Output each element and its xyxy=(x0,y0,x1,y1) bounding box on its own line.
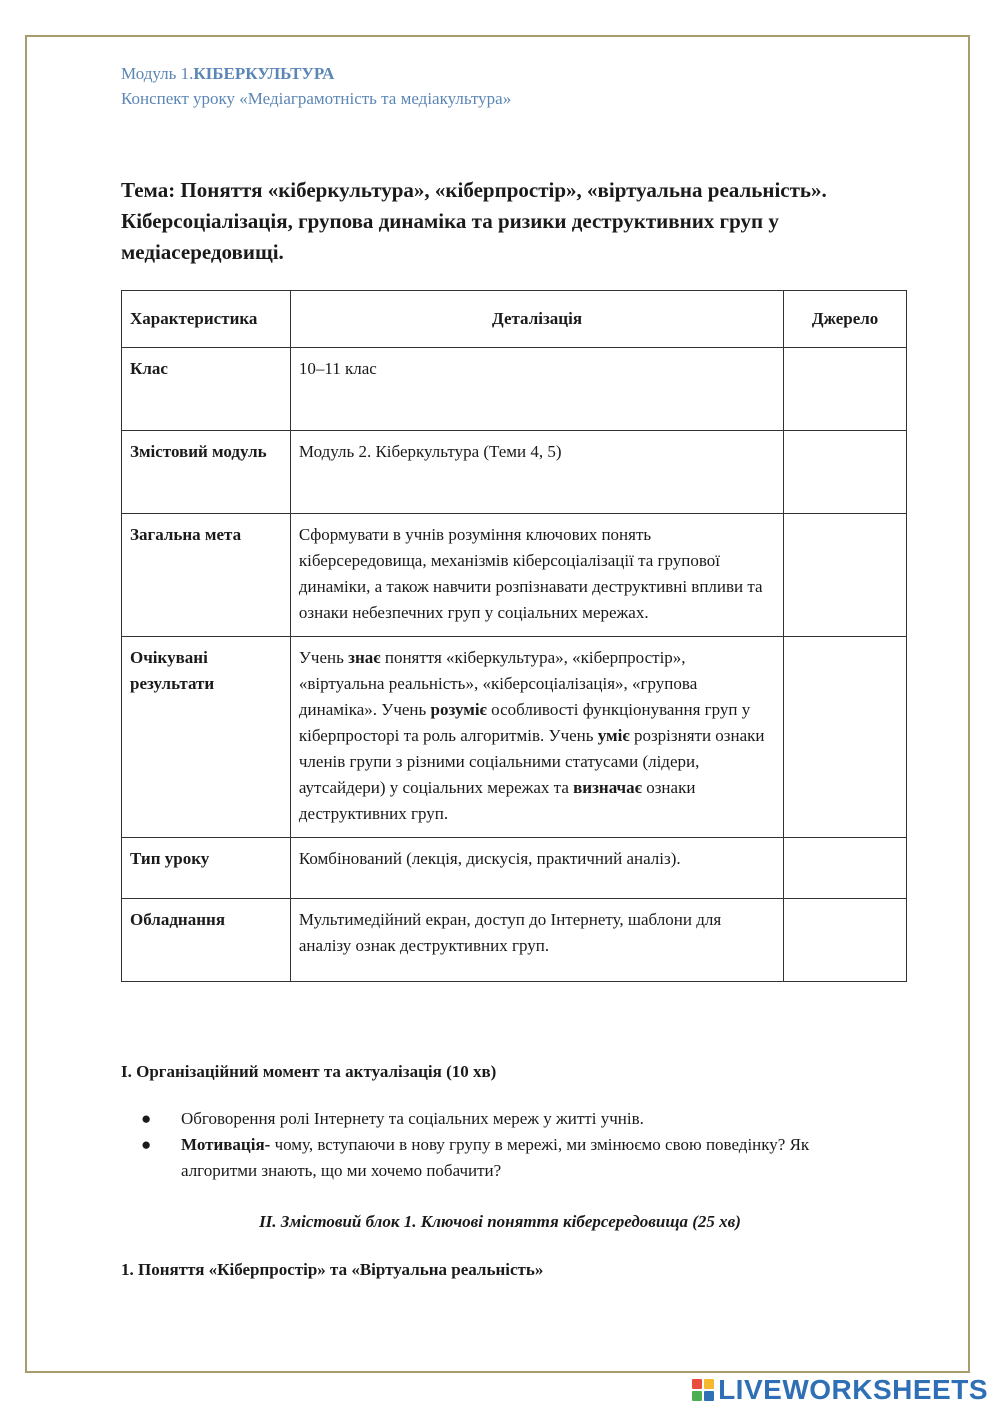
row-detail: Мультимедійний екран, доступ до Інтернету, шаблони для аналізу ознак деструктивних груп. xyxy=(290,899,783,982)
lesson-topic: Тема: Поняття «кіберкультура», «кіберпростір», «віртуальна реальність». Кіберсоціалізація, групова динаміка та ризики деструктивних груп у медіасередовищі. xyxy=(121,178,827,264)
header-detail: Деталізація xyxy=(290,291,783,348)
list-item: ● Обговорення ролі Інтернету та соціальних мереж у житті учнів. xyxy=(121,1106,821,1132)
brand-text: LIVEWORKSHEETS xyxy=(718,1374,988,1405)
row-source xyxy=(784,514,907,637)
row-detail: 10–11 клас xyxy=(290,348,783,431)
row-label: Клас xyxy=(122,348,291,431)
header-source: Джерело xyxy=(784,291,907,348)
table-row xyxy=(122,431,907,514)
row-source xyxy=(784,838,907,899)
row-label: Тип уроку xyxy=(122,838,291,899)
logo-tile xyxy=(704,1379,714,1389)
row-label: Обладнання xyxy=(122,899,291,982)
row-label: Змістовий модуль xyxy=(122,431,291,514)
section-1-title: I. Організаційний момент та актуалізація (10 хв) xyxy=(121,1062,497,1081)
lesson-header: Конспект уроку «Медіаграмотність та медіакультура» xyxy=(121,89,512,108)
row-label: Очікувані результати xyxy=(122,637,291,838)
row-detail: Учень знає поняття «кіберкультура», «кіберпростір», «віртуальна реальність», «кіберсоціалізація», «групова динаміка». Учень розуміє особливості функціонування груп у кіберпросторі та роль алгоритмів. Учень уміє розрізняти ознаки членів групи з різними соціальними статусами (лідери, аутсайдери) у соціальних мережах та визначає ознаки деструктивних груп. xyxy=(290,637,783,838)
table-row xyxy=(122,899,907,982)
table-row xyxy=(122,514,907,637)
section-3-title: 1. Поняття «Кіберпростір» та «Віртуальна реальність» xyxy=(121,1260,544,1279)
row-label: Загальна мета xyxy=(122,514,291,637)
logo-tile xyxy=(692,1379,702,1389)
logo-tiles-icon xyxy=(692,1379,714,1401)
table-row xyxy=(122,838,907,899)
table-row xyxy=(122,637,907,838)
bullet-icon: ● xyxy=(141,1135,152,1154)
logo-tile xyxy=(704,1391,714,1401)
row-source xyxy=(784,348,907,431)
table-row xyxy=(122,348,907,431)
logo-tile xyxy=(692,1391,702,1401)
row-detail: Модуль 2. Кіберкультура (Теми 4, 5) xyxy=(290,431,783,514)
row-source xyxy=(784,899,907,982)
list-item: ● Мотивація- чому, вступаючи в нову групу в мережі, ми змінюємо свою поведінку? Як алгоритми знають, що ми хочемо побачити? xyxy=(121,1132,821,1184)
liveworksheets-logo[interactable] xyxy=(692,1375,988,1405)
row-source xyxy=(784,431,907,514)
lesson-table xyxy=(121,290,907,982)
row-detail: Сформувати в учнів розуміння ключових понять кіберсередовища, механізмів кіберсоціалізації та групової динаміки, а також навчити розпізнавати деструктивні впливи та ознаки небезпечних груп у соціальних мережах. xyxy=(290,514,783,637)
section-1-bullets xyxy=(121,1106,821,1184)
row-source xyxy=(784,637,907,838)
module-header: Модуль 1.КІБЕРКУЛЬТУРА xyxy=(121,64,335,83)
bullet-icon: ● xyxy=(141,1109,152,1128)
section-2-title: II. Змістовий блок 1. Ключові поняття кіберсередовища (25 хв) xyxy=(259,1212,741,1231)
table-header-row xyxy=(122,291,907,348)
row-detail: Комбінований (лекція, дискусія, практичний аналіз). xyxy=(290,838,783,899)
header-characteristic: Характеристика xyxy=(122,291,291,348)
